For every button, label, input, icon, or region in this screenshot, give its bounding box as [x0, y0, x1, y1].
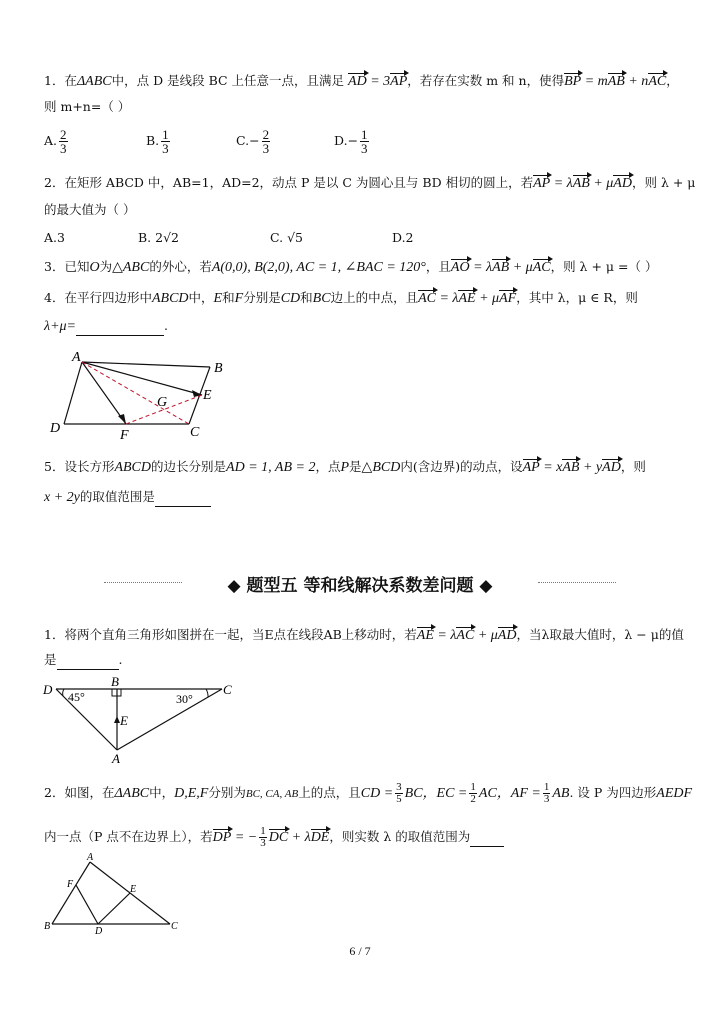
text: 中，点 D 是线段 BC 上任意一点，且满足: [111, 73, 345, 88]
label-f: F: [67, 879, 74, 890]
math: BC: [404, 786, 423, 801]
numerator: 1: [260, 825, 266, 837]
numerator: 3: [396, 781, 402, 793]
answer-blank[interactable]: [155, 488, 211, 507]
text: 1．在: [44, 73, 77, 88]
vector: AB: [572, 176, 590, 191]
text: 为: [99, 259, 113, 274]
math: A(0,0), B(2,0), AC = 1, ∠BAC = 120°: [211, 260, 426, 275]
math: CD: [280, 291, 301, 306]
label-b: B: [214, 361, 223, 376]
math: = x: [539, 460, 563, 475]
math: △ABC: [112, 260, 150, 275]
math: ΔABC: [76, 74, 112, 89]
math: O: [89, 260, 100, 275]
math: E: [213, 291, 223, 306]
label-e: E: [130, 884, 137, 895]
math: ，AF =: [496, 786, 541, 801]
math: BC, CA, AB: [245, 788, 299, 800]
math: x + 2y: [44, 490, 80, 505]
text: ，: [666, 73, 679, 88]
label-c: C: [190, 425, 200, 440]
math: + n: [624, 74, 649, 89]
q2-option-c: C. √5: [270, 230, 303, 245]
numerator: 2: [60, 127, 67, 142]
fraction: [395, 782, 403, 805]
math: ABCD: [151, 291, 189, 306]
text: 1．将两个直角三角形如图拼在一起，当E点在线段AB上移动时，若: [44, 627, 417, 642]
math: + μ: [509, 260, 533, 275]
q1-option-a: [44, 128, 70, 155]
math: P: [340, 460, 350, 475]
q3-line1: [44, 258, 657, 277]
math: + μ: [589, 176, 614, 191]
q1-option-d: [334, 128, 371, 155]
math: ΔABC: [114, 786, 150, 801]
q2-line2: 的最大值为（ ）: [44, 202, 136, 217]
denominator: 2: [470, 793, 476, 805]
text: 上的点，且: [298, 785, 361, 800]
label-f: F: [120, 428, 129, 443]
vector: BP: [564, 74, 582, 89]
section-header: [0, 568, 720, 598]
label-e: E: [120, 713, 128, 728]
denominator: 3: [60, 141, 67, 156]
fraction: [259, 826, 267, 849]
text: 2．在矩形 ABCD 中，AB=1，AD=2，动点 P 是以 C 为圆心且与 BD 相切的圆上，若: [44, 175, 534, 190]
s5q1-line1: [44, 626, 684, 645]
math: AD = 1, AB = 2: [226, 460, 316, 475]
text: 2．如图，在: [44, 785, 115, 800]
s5q2-line2: [44, 826, 504, 849]
s5q1-line2: [44, 651, 123, 670]
q2-option-a: A.3: [44, 230, 65, 245]
label-d: D: [43, 682, 53, 697]
math: + y: [579, 460, 603, 475]
math: AEDF: [656, 786, 693, 801]
answer-blank[interactable]: [76, 317, 164, 336]
vector: AE: [416, 628, 434, 643]
text: 分别是: [243, 290, 281, 305]
math: D,E,F: [174, 786, 209, 801]
text: ，则实数 λ 的取值范围为: [329, 829, 471, 844]
triangle-def-figure: [42, 852, 192, 936]
math: ABCD: [114, 460, 152, 475]
q5-line1: [44, 458, 646, 477]
math: = m: [581, 74, 608, 89]
text: 中，: [149, 785, 175, 800]
option-label: D.: [334, 133, 348, 148]
text: ，且: [425, 259, 451, 274]
denominator: 3: [262, 141, 270, 156]
math: = λ: [433, 628, 457, 643]
label-b: B: [111, 674, 119, 689]
text: .: [164, 318, 168, 333]
vector: AP: [522, 460, 540, 475]
text: 的取值范围是: [79, 489, 155, 504]
vector: AC: [532, 260, 551, 275]
text: 4．在平行四边形中: [44, 290, 152, 305]
label-d: D: [50, 421, 61, 436]
text: 边上的中点，且: [330, 290, 419, 305]
math: λ+μ=: [44, 319, 76, 334]
vector: AD: [497, 628, 517, 643]
vector: AC: [456, 628, 475, 643]
option-label: A.: [44, 133, 58, 148]
text: 的外心，若: [149, 259, 212, 274]
math: = 3: [366, 74, 391, 89]
right-triangles-figure: [40, 672, 240, 768]
denominator: 3: [543, 793, 550, 805]
text: 3．已知: [44, 259, 90, 274]
label-a: A: [72, 350, 81, 365]
text: ，若存在实数 m 和 n，使得: [407, 73, 565, 88]
math: + μ: [474, 628, 498, 643]
denominator: 3: [361, 141, 368, 156]
denominator: 3: [162, 141, 169, 156]
q1-line2: 则 m+n=（ ）: [44, 99, 131, 114]
label-c: C: [171, 921, 178, 932]
vector: AD: [602, 460, 621, 475]
denominator: 5: [396, 793, 402, 805]
vector: DE: [310, 830, 330, 845]
text: . 设 P 为四边形: [569, 785, 657, 800]
q4-line1: [44, 289, 638, 308]
fraction: [161, 128, 170, 155]
fraction: [59, 128, 68, 155]
numerator: 1: [543, 781, 550, 793]
vector: AP: [533, 176, 551, 191]
vector: AF: [499, 291, 517, 306]
angle-45-label: 45°: [68, 690, 85, 704]
q2-option-b: B. 2√2: [138, 230, 180, 245]
numerator: 1: [470, 781, 476, 793]
text: ，其中 λ，μ ∈ R，则: [516, 290, 638, 305]
vector: AE: [458, 291, 476, 306]
parallelogram-figure: [46, 348, 246, 444]
fraction: [360, 128, 369, 155]
text: 的边长分别是: [151, 459, 227, 474]
math: F: [234, 291, 244, 306]
label-a: A: [87, 852, 94, 863]
q4-line2: [44, 317, 168, 336]
text: ，则: [620, 459, 646, 474]
fraction: [262, 128, 271, 155]
math: = −: [231, 830, 258, 845]
text: ，则 λ + μ =（ ）: [550, 259, 658, 274]
text: 和: [300, 290, 313, 305]
math: + λ: [288, 830, 311, 845]
q1-option-c: [236, 128, 272, 155]
vector: AB: [607, 74, 625, 89]
fraction: [469, 782, 477, 805]
math: AC: [478, 786, 497, 801]
text: 分别为: [208, 785, 246, 800]
math: BC: [312, 291, 331, 306]
s5q2-line1: [44, 782, 692, 805]
numerator: 2: [262, 127, 270, 142]
math: CD =: [360, 786, 394, 801]
label-d: D: [95, 926, 103, 936]
fraction: [543, 782, 551, 805]
text: 和: [222, 290, 235, 305]
option-label: B.: [146, 133, 160, 148]
text: ，点: [315, 459, 341, 474]
vector: AD: [348, 74, 367, 89]
numerator: 1: [361, 127, 368, 142]
text: ，当λ取最大值时，λ − μ的值: [516, 627, 684, 642]
vector: AB: [492, 260, 510, 275]
vector: AC: [648, 74, 667, 89]
text: ，则 λ + μ: [631, 175, 696, 190]
q2-option-d: D.2: [392, 230, 414, 245]
text: 是: [349, 459, 362, 474]
answer-blank[interactable]: [470, 828, 504, 847]
q1-line1: [44, 72, 679, 91]
vector: AP: [390, 74, 408, 89]
q5-line2: [44, 488, 211, 507]
text: 中，: [188, 290, 214, 305]
vector: AB: [562, 460, 580, 475]
vector: AC: [418, 291, 436, 306]
vector: AD: [613, 176, 632, 191]
vector: DC: [268, 830, 289, 845]
sign: −: [347, 133, 359, 148]
label-a: A: [112, 751, 120, 766]
vector: DP: [212, 830, 232, 845]
q1-option-b: [146, 128, 172, 155]
label-c: C: [223, 682, 232, 697]
page-number: 6 / 7: [349, 944, 371, 958]
label-b: B: [44, 921, 51, 932]
math: = λ: [435, 291, 459, 306]
text: 是: [44, 652, 57, 667]
q2-line1: [44, 174, 695, 193]
denominator: 3: [260, 837, 266, 849]
label-g: G: [157, 395, 168, 410]
angle-30-label: 30°: [176, 692, 193, 706]
math: = λ: [550, 176, 573, 191]
option-label: C.: [236, 133, 250, 148]
math: = λ: [469, 260, 493, 275]
math: ，EC =: [422, 786, 468, 801]
text: 内(含边界)的动点，设: [400, 459, 523, 474]
math: △BCD: [361, 460, 401, 475]
section-title: ◆ 题型五 等和线解决系数差问题 ◆: [227, 576, 493, 596]
text: 5．设长方形: [44, 459, 115, 474]
math: + μ: [475, 291, 500, 306]
sign: −: [249, 133, 260, 148]
text: .: [118, 652, 123, 667]
label-e: E: [203, 388, 212, 403]
text: 内一点（P 点不在边界上），若: [44, 829, 213, 844]
math: AB: [552, 786, 570, 801]
vector: AO: [450, 260, 470, 275]
answer-blank[interactable]: [57, 651, 119, 670]
numerator: 1: [162, 127, 169, 142]
